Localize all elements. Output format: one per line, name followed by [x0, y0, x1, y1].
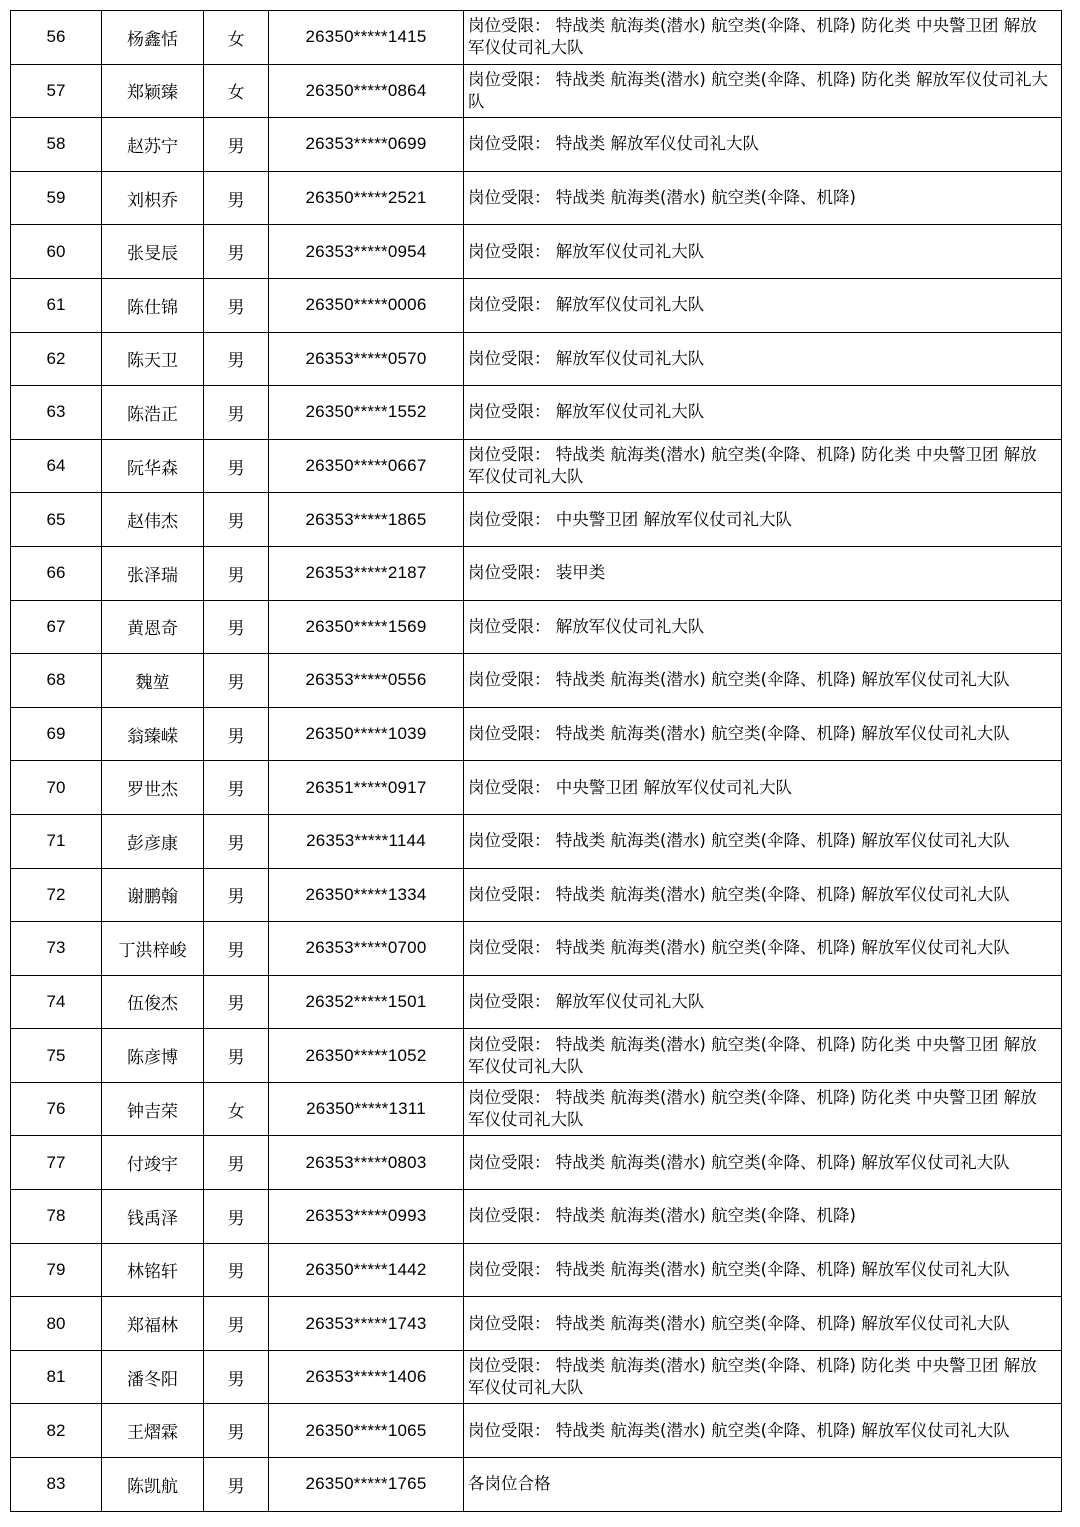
roster-body	[11, 11, 1062, 1512]
id-number: 26353*****1144	[269, 814, 464, 868]
id-number: 26350*****1415	[269, 11, 464, 65]
id-number: 26351*****0917	[269, 761, 464, 815]
candidate-name: 陈彦博	[102, 1029, 204, 1083]
candidate-name: 谢鹏翰	[102, 868, 204, 922]
table-row	[11, 171, 1062, 225]
id-number: 26350*****0006	[269, 278, 464, 332]
restriction-note: 岗位受限： 装甲类	[464, 546, 1062, 600]
table-row	[11, 439, 1062, 493]
id-number: 26350*****1442	[269, 1243, 464, 1297]
restriction-note: 各岗位合格	[464, 1458, 1062, 1512]
table-row	[11, 11, 1062, 65]
candidate-name: 郑福林	[102, 1297, 204, 1351]
table-row	[11, 1136, 1062, 1190]
restriction-note: 岗位受限： 特战类 航海类(潜水) 航空类(伞降、机降) 防化类 中央警卫团 解放军仪仗司礼大队	[464, 439, 1062, 493]
restriction-note: 岗位受限： 解放军仪仗司礼大队	[464, 332, 1062, 386]
row-number: 69	[11, 707, 102, 761]
row-number: 71	[11, 814, 102, 868]
table-row	[11, 868, 1062, 922]
id-number: 26350*****0864	[269, 64, 464, 118]
gender: 男	[204, 386, 269, 440]
row-number: 78	[11, 1190, 102, 1244]
candidate-name: 钟吉荣	[102, 1082, 204, 1136]
row-number: 83	[11, 1458, 102, 1512]
restriction-note: 岗位受限： 特战类 航海类(潜水) 航空类(伞降、机降) 防化类 中央警卫团 解放军仪仗司礼大队	[464, 11, 1062, 65]
gender: 男	[204, 975, 269, 1029]
gender: 男	[204, 814, 269, 868]
candidate-name: 潘冬阳	[102, 1350, 204, 1404]
candidate-name: 伍俊杰	[102, 975, 204, 1029]
gender: 女	[204, 11, 269, 65]
row-number: 63	[11, 386, 102, 440]
gender: 女	[204, 1082, 269, 1136]
candidate-name: 张旻辰	[102, 225, 204, 279]
candidate-name: 翁臻嵘	[102, 707, 204, 761]
row-number: 56	[11, 11, 102, 65]
candidate-name: 钱禹泽	[102, 1190, 204, 1244]
restriction-note: 岗位受限： 特战类 航海类(潜水) 航空类(伞降、机降) 防化类 中央警卫团 解放军仪仗司礼大队	[464, 1082, 1062, 1136]
candidate-name: 彭彦康	[102, 814, 204, 868]
row-number: 60	[11, 225, 102, 279]
gender: 男	[204, 1297, 269, 1351]
candidate-name: 丁洪梓峻	[102, 922, 204, 976]
candidate-name: 林铭轩	[102, 1243, 204, 1297]
restriction-note: 岗位受限： 中央警卫团 解放军仪仗司礼大队	[464, 493, 1062, 547]
restriction-note: 岗位受限： 特战类 解放军仪仗司礼大队	[464, 118, 1062, 172]
candidate-name: 罗世杰	[102, 761, 204, 815]
id-number: 26350*****1039	[269, 707, 464, 761]
gender: 男	[204, 278, 269, 332]
restriction-note: 岗位受限： 特战类 航海类(潜水) 航空类(伞降、机降) 解放军仪仗司礼大队	[464, 1297, 1062, 1351]
gender: 女	[204, 64, 269, 118]
candidate-name: 郑颖臻	[102, 64, 204, 118]
row-number: 74	[11, 975, 102, 1029]
row-number: 64	[11, 439, 102, 493]
restriction-note: 岗位受限： 解放军仪仗司礼大队	[464, 975, 1062, 1029]
candidate-name: 刘枳乔	[102, 171, 204, 225]
id-number: 26353*****0803	[269, 1136, 464, 1190]
row-number: 79	[11, 1243, 102, 1297]
restriction-note: 岗位受限： 特战类 航海类(潜水) 航空类(伞降、机降) 防化类 解放军仪仗司礼大队	[464, 64, 1062, 118]
restriction-note: 岗位受限： 特战类 航海类(潜水) 航空类(伞降、机降) 解放军仪仗司礼大队	[464, 1404, 1062, 1458]
table-row	[11, 922, 1062, 976]
gender: 男	[204, 1136, 269, 1190]
row-number: 82	[11, 1404, 102, 1458]
row-number: 70	[11, 761, 102, 815]
restriction-note: 岗位受限： 特战类 航海类(潜水) 航空类(伞降、机降) 解放军仪仗司礼大队	[464, 654, 1062, 708]
restriction-note: 岗位受限： 特战类 航海类(潜水) 航空类(伞降、机降) 解放军仪仗司礼大队	[464, 868, 1062, 922]
table-row	[11, 707, 1062, 761]
candidate-name: 赵伟杰	[102, 493, 204, 547]
candidate-name: 黄恩奇	[102, 600, 204, 654]
gender: 男	[204, 868, 269, 922]
gender: 男	[204, 1029, 269, 1083]
candidate-name: 陈仕锦	[102, 278, 204, 332]
candidate-name: 陈凯航	[102, 1458, 204, 1512]
gender: 男	[204, 118, 269, 172]
table-row	[11, 332, 1062, 386]
candidate-name: 陈天卫	[102, 332, 204, 386]
table-row	[11, 1297, 1062, 1351]
id-number: 26353*****1865	[269, 493, 464, 547]
table-row	[11, 975, 1062, 1029]
id-number: 26350*****1311	[269, 1082, 464, 1136]
id-number: 26350*****1552	[269, 386, 464, 440]
gender: 男	[204, 707, 269, 761]
roster-table	[10, 10, 1062, 1512]
gender: 男	[204, 922, 269, 976]
restriction-note: 岗位受限： 特战类 航海类(潜水) 航空类(伞降、机降)	[464, 1190, 1062, 1244]
id-number: 26353*****1406	[269, 1350, 464, 1404]
row-number: 77	[11, 1136, 102, 1190]
table-row	[11, 1458, 1062, 1512]
id-number: 26353*****0700	[269, 922, 464, 976]
row-number: 75	[11, 1029, 102, 1083]
id-number: 26353*****0954	[269, 225, 464, 279]
table-row	[11, 278, 1062, 332]
candidate-name: 阮华森	[102, 439, 204, 493]
row-number: 67	[11, 600, 102, 654]
candidate-name: 杨鑫恬	[102, 11, 204, 65]
table-row	[11, 1350, 1062, 1404]
row-number: 76	[11, 1082, 102, 1136]
candidate-name: 王熠霖	[102, 1404, 204, 1458]
gender: 男	[204, 1404, 269, 1458]
restriction-note: 岗位受限： 解放军仪仗司礼大队	[464, 600, 1062, 654]
row-number: 81	[11, 1350, 102, 1404]
row-number: 68	[11, 654, 102, 708]
restriction-note: 岗位受限： 特战类 航海类(潜水) 航空类(伞降、机降) 解放军仪仗司礼大队	[464, 922, 1062, 976]
id-number: 26353*****2187	[269, 546, 464, 600]
restriction-note: 岗位受限： 特战类 航海类(潜水) 航空类(伞降、机降) 解放军仪仗司礼大队	[464, 1136, 1062, 1190]
restriction-note: 岗位受限： 解放军仪仗司礼大队	[464, 225, 1062, 279]
id-number: 26350*****1052	[269, 1029, 464, 1083]
table-row	[11, 64, 1062, 118]
id-number: 26353*****0993	[269, 1190, 464, 1244]
gender: 男	[204, 1458, 269, 1512]
row-number: 62	[11, 332, 102, 386]
table-row	[11, 225, 1062, 279]
gender: 男	[204, 1190, 269, 1244]
gender: 男	[204, 225, 269, 279]
gender: 男	[204, 546, 269, 600]
gender: 男	[204, 493, 269, 547]
id-number: 26350*****1765	[269, 1458, 464, 1512]
candidate-name: 魏堃	[102, 654, 204, 708]
gender: 男	[204, 332, 269, 386]
id-number: 26350*****1569	[269, 600, 464, 654]
gender: 男	[204, 1350, 269, 1404]
gender: 男	[204, 1243, 269, 1297]
candidate-name: 付竣宇	[102, 1136, 204, 1190]
restriction-note: 岗位受限： 特战类 航海类(潜水) 航空类(伞降、机降) 解放军仪仗司礼大队	[464, 707, 1062, 761]
table-row	[11, 1082, 1062, 1136]
restriction-note: 岗位受限： 特战类 航海类(潜水) 航空类(伞降、机降) 防化类 中央警卫团 解放军仪仗司礼大队	[464, 1029, 1062, 1083]
table-row	[11, 1243, 1062, 1297]
id-number: 26353*****0699	[269, 118, 464, 172]
table-row	[11, 600, 1062, 654]
row-number: 72	[11, 868, 102, 922]
restriction-note: 岗位受限： 特战类 航海类(潜水) 航空类(伞降、机降) 防化类 中央警卫团 解放军仪仗司礼大队	[464, 1350, 1062, 1404]
id-number: 26350*****2521	[269, 171, 464, 225]
row-number: 57	[11, 64, 102, 118]
row-number: 66	[11, 546, 102, 600]
candidate-name: 陈浩正	[102, 386, 204, 440]
candidate-name: 赵苏宁	[102, 118, 204, 172]
row-number: 80	[11, 1297, 102, 1351]
id-number: 26350*****0667	[269, 439, 464, 493]
candidate-name: 张泽瑞	[102, 546, 204, 600]
restriction-note: 岗位受限： 特战类 航海类(潜水) 航空类(伞降、机降) 解放军仪仗司礼大队	[464, 814, 1062, 868]
gender: 男	[204, 439, 269, 493]
row-number: 65	[11, 493, 102, 547]
restriction-note: 岗位受限： 解放军仪仗司礼大队	[464, 278, 1062, 332]
gender: 男	[204, 761, 269, 815]
restriction-note: 岗位受限： 特战类 航海类(潜水) 航空类(伞降、机降) 解放军仪仗司礼大队	[464, 1243, 1062, 1297]
table-row	[11, 118, 1062, 172]
table-row	[11, 386, 1062, 440]
table-row	[11, 814, 1062, 868]
table-row	[11, 1190, 1062, 1244]
table-row	[11, 493, 1062, 547]
gender: 男	[204, 654, 269, 708]
id-number: 26350*****1065	[269, 1404, 464, 1458]
gender: 男	[204, 171, 269, 225]
id-number: 26350*****1334	[269, 868, 464, 922]
table-row	[11, 654, 1062, 708]
table-row	[11, 761, 1062, 815]
gender: 男	[204, 600, 269, 654]
id-number: 26353*****1743	[269, 1297, 464, 1351]
id-number: 26353*****0570	[269, 332, 464, 386]
row-number: 59	[11, 171, 102, 225]
id-number: 26352*****1501	[269, 975, 464, 1029]
table-row	[11, 546, 1062, 600]
table-row	[11, 1029, 1062, 1083]
row-number: 58	[11, 118, 102, 172]
row-number: 73	[11, 922, 102, 976]
table-row	[11, 1404, 1062, 1458]
restriction-note: 岗位受限： 解放军仪仗司礼大队	[464, 386, 1062, 440]
id-number: 26353*****0556	[269, 654, 464, 708]
restriction-note: 岗位受限： 特战类 航海类(潜水) 航空类(伞降、机降)	[464, 171, 1062, 225]
row-number: 61	[11, 278, 102, 332]
restriction-note: 岗位受限： 中央警卫团 解放军仪仗司礼大队	[464, 761, 1062, 815]
